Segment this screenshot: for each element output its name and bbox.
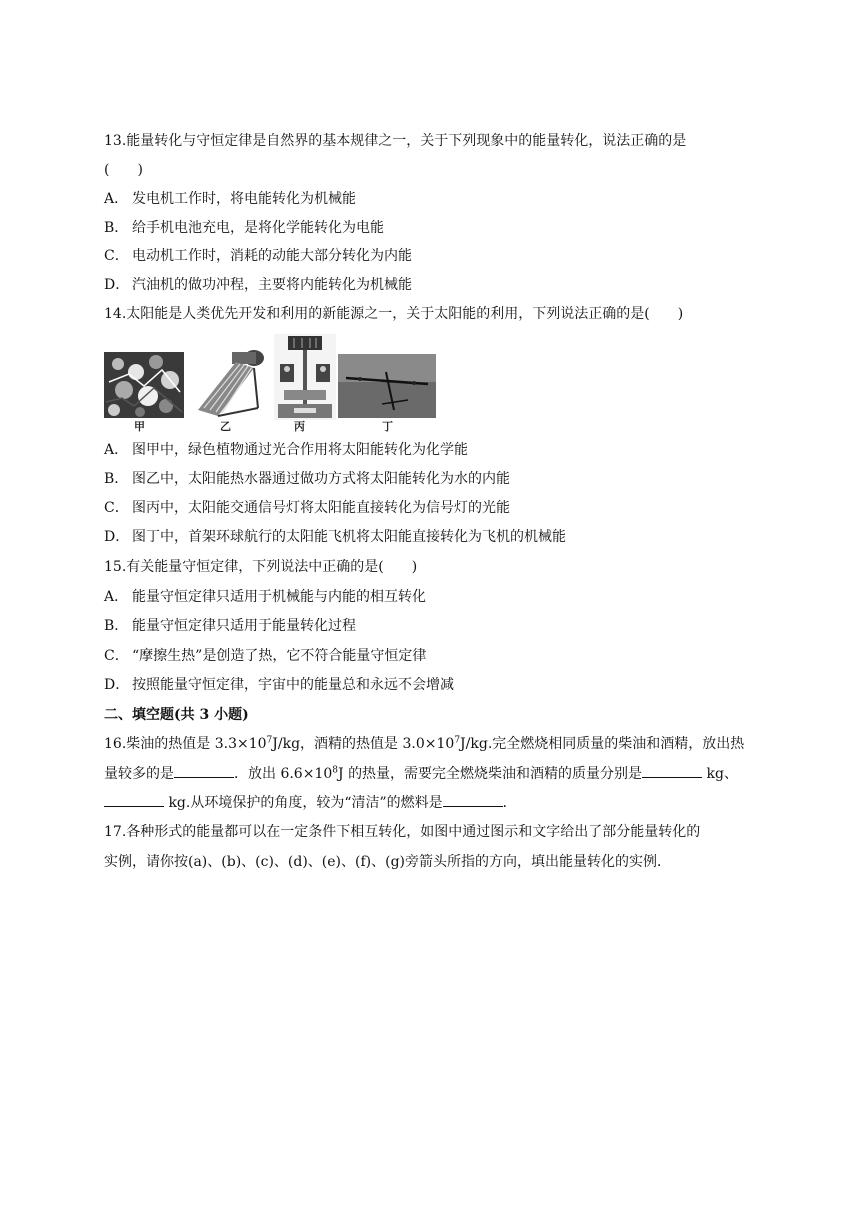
- q13-stem-line2: ( ): [104, 162, 143, 178]
- answer-blank-1[interactable]: [174, 763, 234, 778]
- answer-blank-4[interactable]: [443, 792, 503, 807]
- figure-label-yi: 乙: [220, 420, 231, 433]
- figure-label-ding: 丁: [382, 420, 393, 433]
- q15-stem: 15.有关能量守恒定律，下列说法中正确的是( ): [104, 559, 418, 575]
- q13-option-c: C． 电动机工作时，消耗的动能大部分转化为内能: [104, 248, 412, 264]
- section-title: 二、填空题(共 3 小题): [104, 707, 249, 723]
- q17-line1: 17.各种形式的能量都可以在一定条件下相互转化，如图中通过图示和文字给出了部分能量转化的: [104, 824, 701, 840]
- q14-stem: 14.太阳能是人类优先开发和利用的新能源之一，关于太阳能的利用，下列说法正确的是( ): [104, 306, 684, 322]
- q14-option-c: C． 图丙中，太阳能交通信号灯将太阳能直接转化为信号灯的光能: [104, 500, 510, 516]
- q14-option-b: B． 图乙中，太阳能热水器通过做功方式将太阳能转化为水的内能: [104, 471, 510, 487]
- figure-label-jia: 甲: [134, 420, 145, 433]
- q15-option-a: A． 能量守恒定律只适用于机械能与内能的相互转化: [104, 589, 426, 605]
- plant-photo-image: [104, 352, 184, 418]
- q14-option-a: A． 图甲中，绿色植物通过光合作用将太阳能转化为化学能: [104, 442, 468, 458]
- q13-option-d: D． 汽油机的做功冲程，主要将内能转化为机械能: [104, 277, 412, 293]
- solar-traffic-light-image: [274, 334, 336, 420]
- q16-line3: kg.从环境保护的角度，较为“清洁”的燃料是 ．: [104, 792, 517, 813]
- q14-figures: [104, 334, 444, 433]
- q13-stem-line1: 13.能量转化与守恒定律是自然界的基本规律之一，关于下列现象中的能量转化，说法正确的是: [104, 133, 687, 149]
- q14-option-d: D． 图丁中，首架环球航行的太阳能飞机将太阳能直接转化为飞机的机械能: [104, 529, 566, 545]
- q15-option-b: B． 能量守恒定律只适用于能量转化过程: [104, 618, 356, 634]
- answer-blank-3[interactable]: [104, 792, 164, 807]
- solar-plane-image: [338, 354, 436, 418]
- q13-option-b: B． 给手机电池充电，是将化学能转化为电能: [104, 220, 384, 236]
- q16-line2: 量较多的是 ．放出 $6.6\times 10^8J$ 的热量，需要完全燃烧柴油和酒精的质量分别是 kg、: [104, 763, 738, 784]
- solar-water-heater-image: [192, 348, 268, 420]
- q15-option-c: C． “摩擦生热”是创造了热，它不符合能量守恒定律: [104, 648, 427, 664]
- answer-blank-2[interactable]: [642, 763, 702, 778]
- q17-line2: 实例，请你按(a)、(b)、(c)、(d)、(e)、(f)、(g)旁箭头所指的方向，填出能量转化的实例．: [104, 854, 672, 870]
- q15-option-d: D． 按照能量守恒定律，宇宙中的能量总和永远不会增减: [104, 677, 454, 693]
- figure-label-bing: 丙: [294, 420, 305, 433]
- q16-line1: 16.柴油的热值是 $3.3\times 10^7J/kg$，酒精的热值是 $3.0\times 10^7J/kg$.完全燃烧相同质量的柴油和酒精，放出热: [104, 735, 745, 752]
- q13-option-a: A． 发电机工作时，将电能转化为机械能: [104, 191, 356, 207]
